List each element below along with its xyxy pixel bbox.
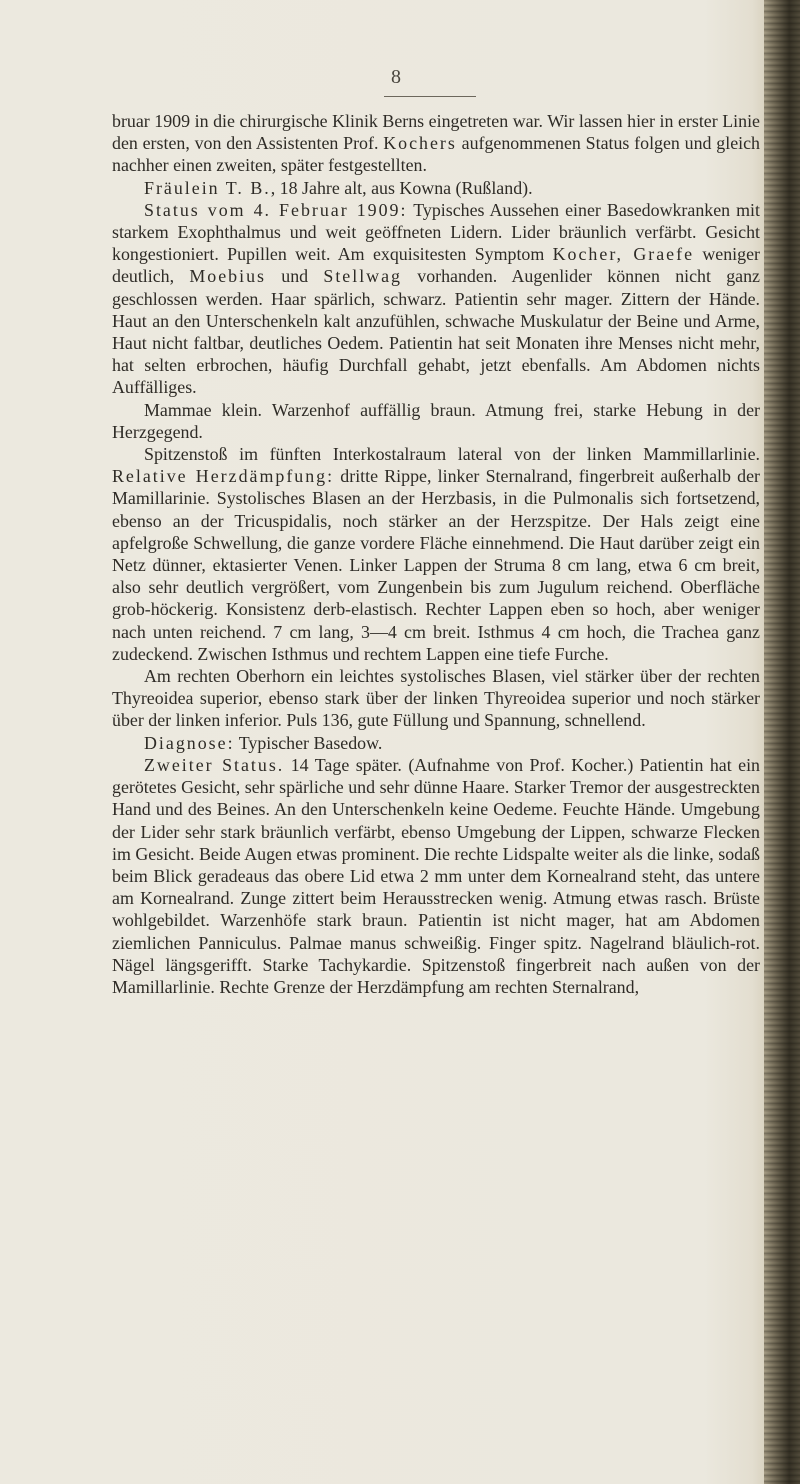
spaced-text: Kocher, Graefe [552,244,695,265]
text-run: Mammae klein. Warzenhof auffällig braun. Atmung frei, starke Hebung in der Herzgegend. [112,399,760,442]
text-run: Am rechten Oberhorn ein leichtes systolisches Blasen, viel stärker über der rechten Thyreoidea superior, ebenso stark über der linken Thyreoidea superior und noch stärker über der linken inferior. Puls 136, gute Füllung und Spannung, schnellend. [112,666,760,731]
spaced-text: Kochers [383,133,457,154]
spaced-text: Diagnose: [144,732,235,753]
paragraph [112,177,760,199]
text-run: dritte Rippe, linker Sternalrand, fingerbreit außerhalb der Mamillarinie. Systolisches Blasen an der Herzbasis, in die Pulmonalis sich fortsetzend, ebenso an der Tricuspidalis, noch stärker an der Herzspitze. Der Hals zeigt eine apfelgroße Schwellung, die ganze vordere Fläche einnehmend. Die Haut darüber zeigt ein Netz dünner, ektasierter Venen. Linker Lappen der Struma 8 cm lang, etwa 6 cm breit, also sehr deutlich vergrößert, vom Zungenbein bis zum Jugulum reichend. Oberfläche grob-höckerig. Konsistenz derb-elastisch. Rechter Lappen eben so hoch, aber weniger nach unten reichend. 7 cm lang, 3—4 cm breit. Isthmus 4 cm hoch, die Trachea ganz zudeckend. Zwischen Isthmus und rechtem Lappen eine tiefe Furche. [112,466,760,664]
paragraph [112,399,760,443]
spaced-text: Status vom 4. Februar 1909: [144,199,408,220]
text-run: , 18 Jahre alt, aus Kowna (Rußland). [270,177,533,198]
paragraph [112,110,760,177]
text-run: Typischer Basedow. [234,732,383,753]
paragraph [112,199,760,399]
page-number: 8 [391,66,402,88]
text-run: Spitzenstoß im fünften Interkostalraum lateral von der linken Mammillarlinie. [144,444,760,465]
text-run: aufgenommenen Status folgen und gleich nachher einen zweiten, später festgestellten. [112,133,761,176]
text-run: 14 Tage später. (Aufnahme von Prof. Kocher.) Patientin hat ein gerötetes Gesicht, sehr spärliche und sehr dünne Haare. Starker Tremor der ausgestreckten Hand und des Beines. An den Unterschenkeln keine Oedeme. Feuchte Hände. Umgebung der Lider sehr stark bräunlich verfärbt, ebenso Umgebung der Lippen, schwarze Flecken im Gesicht. Beide Augen etwas prominent. Die rechte Lidspalte weiter als die linke, sodaß beim Blick geradeaus das obere Lid etwa 2 mm unter dem Kornealrand steht, das untere am Kornealrand. Zunge zittert beim Herausstrecken wenig. Atmung etwas rasch. Brüste wohlgebildet. Warzenhöfe stark braun. Patientin ist nicht mager, hat am Abdomen ziemlichen Panniculus. Palmae manus schweißig. Finger spitz. Nagelrand bläulich-rot. Nägel längsgerifft. Starke Tachykardie. Spitzenstoß fingerbreit nach außen von der Mamillarlinie. Rechte Grenze der Herzdämpfung am rechten Sternalrand, [112,754,760,997]
body-text [112,110,760,998]
paragraph [112,732,760,754]
text-run: Typisches Aussehen einer Basedowkranken mit starkem Exophthalmus und weit geöffneten Lidern. Lider bräunlich verfärbt. Gesicht kongestioniert. Pupillen weit. Am exquisitesten Symptom [112,199,760,265]
text-run: bruar 1909 in die chirurgische Klinik Berns eingetreten war. Wir lassen hier in erster Linie den ersten, von den Assistenten Prof. [112,111,760,154]
paragraph [112,754,760,998]
page-edge-shadow [764,0,800,1484]
spaced-text: Relative Herzdämpfung: [112,466,335,487]
paragraph [112,443,760,665]
text-run: und [266,266,324,287]
spaced-text: Fräulein T. B. [144,177,271,198]
spaced-text: Moebius [189,266,266,287]
text-run: weniger deutlich, [112,244,760,287]
spaced-text: Stellwag [323,266,402,287]
header-rule [384,96,476,97]
paragraph [112,665,760,732]
text-run: vorhanden. Augenlider können nicht ganz geschlossen werden. Haar spärlich, schwarz. Patientin sehr mager. Zittern der Hände. Haut an den Unterschenkeln kalt anzufühlen, schwache Muskulatur der Beine und Arme, Haut nicht faltbar, deutliches Oedem. Patientin hat seit Monaten ihre Menses nicht mehr, hat selten erbrochen, häufig Durchfall gehabt, jetzt ebenfalls. Am Abdomen nichts Auffälliges. [112,266,761,398]
spaced-text: Zweiter Status. [144,754,285,775]
